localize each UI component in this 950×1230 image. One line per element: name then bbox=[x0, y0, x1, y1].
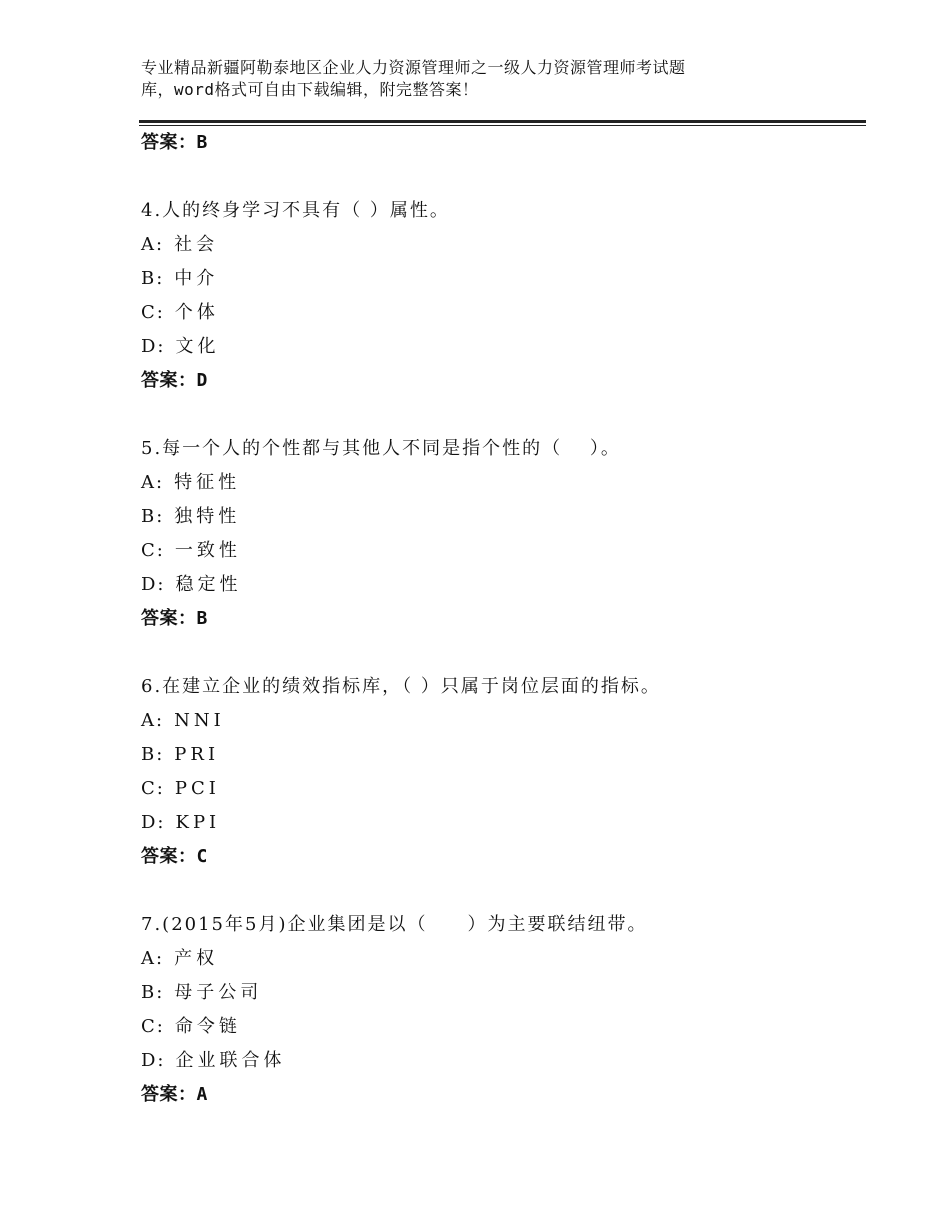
question-4 bbox=[141, 194, 861, 398]
header-line-1: 专业精品新疆阿勒泰地区企业人力资源管理师之一级人力资源管理师考试题 bbox=[141, 58, 686, 77]
answer-label: 答案：C bbox=[141, 846, 208, 867]
option-key: B: bbox=[141, 982, 165, 1003]
question-text: 5.每一个人的个性都与其他人不同是指个性的（ ）。 bbox=[141, 438, 621, 459]
option-d bbox=[141, 330, 861, 364]
header-rule-thick bbox=[139, 120, 866, 123]
question-text: 6.在建立企业的绩效指标库，（ ）只属于岗位层面的指标。 bbox=[141, 676, 661, 697]
option-a bbox=[141, 228, 861, 262]
question-7 bbox=[141, 908, 861, 1112]
option-key: D: bbox=[141, 1050, 166, 1071]
option-text: PRI bbox=[174, 744, 220, 765]
option-text: PCI bbox=[174, 778, 220, 799]
option-d bbox=[141, 568, 861, 602]
answer-label: 答案：A bbox=[141, 1084, 208, 1105]
option-b bbox=[141, 738, 861, 772]
option-a bbox=[141, 942, 861, 976]
option-key: B: bbox=[141, 506, 165, 527]
question-text: 4.人的终身学习不具有（ ）属性。 bbox=[141, 200, 450, 221]
option-key: D: bbox=[141, 812, 166, 833]
option-d bbox=[141, 1044, 861, 1078]
option-c bbox=[141, 534, 861, 568]
option-key: A: bbox=[141, 948, 165, 969]
option-a bbox=[141, 704, 861, 738]
question-5 bbox=[141, 432, 861, 636]
option-c bbox=[141, 1010, 861, 1044]
option-text: 中介 bbox=[174, 268, 219, 289]
option-b bbox=[141, 262, 861, 296]
option-b bbox=[141, 976, 861, 1010]
question-6 bbox=[141, 670, 861, 874]
option-key: A: bbox=[141, 710, 165, 731]
option-d bbox=[141, 806, 861, 840]
option-key: C: bbox=[141, 302, 165, 323]
answer-label: 答案：D bbox=[141, 370, 208, 391]
option-text: 稳定性 bbox=[175, 574, 242, 595]
answer-label: 答案：B bbox=[141, 608, 208, 629]
option-text: 个体 bbox=[174, 302, 219, 323]
option-c bbox=[141, 296, 861, 330]
option-text: 企业联合体 bbox=[175, 1050, 286, 1071]
answer-label: 答案：B bbox=[141, 132, 208, 153]
option-key: C: bbox=[141, 540, 165, 561]
option-key: B: bbox=[141, 268, 165, 289]
option-text: 独特性 bbox=[174, 506, 241, 527]
document-body bbox=[141, 126, 861, 1112]
option-key: B: bbox=[141, 744, 165, 765]
document-header bbox=[141, 57, 781, 101]
option-text: 产权 bbox=[174, 948, 219, 969]
option-text: 社会 bbox=[174, 234, 219, 255]
option-text: 命令链 bbox=[174, 1016, 241, 1037]
option-a bbox=[141, 466, 861, 500]
option-key: D: bbox=[141, 574, 166, 595]
header-line-2: 库，word格式可自由下载编辑，附完整答案！ bbox=[141, 80, 479, 99]
option-text: 特征性 bbox=[174, 472, 241, 493]
option-c bbox=[141, 772, 861, 806]
option-key: C: bbox=[141, 1016, 165, 1037]
option-text: 母子公司 bbox=[174, 982, 263, 1003]
option-key: A: bbox=[141, 234, 165, 255]
option-key: D: bbox=[141, 336, 166, 357]
question-text: 7.(2015年5月)企业集团是以（ ）为主要联结纽带。 bbox=[141, 914, 648, 935]
option-text: NNI bbox=[174, 710, 225, 731]
option-b bbox=[141, 500, 861, 534]
option-key: C: bbox=[141, 778, 165, 799]
option-text: 一致性 bbox=[174, 540, 241, 561]
option-text: KPI bbox=[175, 812, 221, 833]
option-key: A: bbox=[141, 472, 165, 493]
option-text: 文化 bbox=[175, 336, 220, 357]
